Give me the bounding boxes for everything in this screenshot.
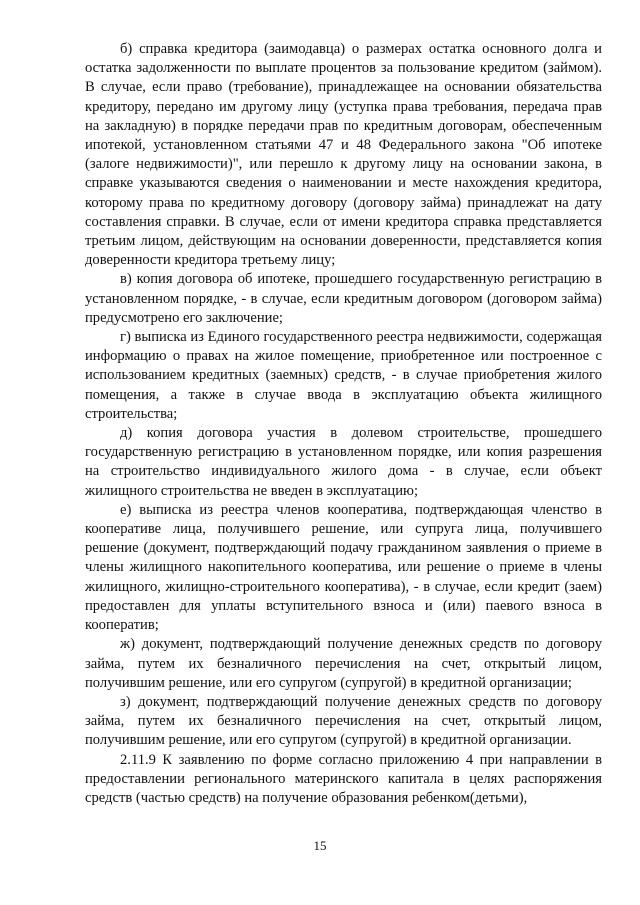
paragraph-b: б) справка кредитора (заимодавца) о размерах остатка основного долга и остатка задолженности по выплате процентов за пользование кредитом (займом). В случае, если право (требование), принадлежащее на основании обязательства кредитору, передано им другому лицу (уступка права требования, передача прав на закладную) в порядке передачи прав по кредитным договорам, обеспеченным ипотекой, установленном статьями 47 и 48 Федерального закона "Об ипотеке (залоге недвижимости)", или перешло к другому лицу на основании закона, в справке указываются сведения о наименовании и месте нахождения кредитора, которому права по кредитному договору (договору займа) принадлежат на дату составления справки. В случае, если от имени кредитора справка представляется третьим лицом, действующим на основании доверенности, представляется копия доверенности кредитора третьему лицу; <box>85 41 602 269</box>
body-text <box>85 40 602 808</box>
paragraph-zh: ж) документ, подтверждающий получение денежных средств по договору займа, путем их безналичного перечисления на счет, открытый лицом, получившим решение, или его супругом (супругой) в кредитной организации; <box>85 636 602 691</box>
paragraph-g: г) выписка из Единого государственного реестра недвижимости, содержащая информацию о правах на жилое помещение, приобретенное или построенное с использованием кредитных (заемных) средств, - в случае приобретения жилого помещения, а также в случае ввода в эксплуатацию объекта жилищного строительства; <box>85 329 602 422</box>
paragraph-2-11-9: 2.11.9 К заявлению по форме согласно приложению 4 при направлении в предоставлении регионального материнского капитала в целях распоряжения средств (частью средств) на получение образования ребенком(детьми), <box>85 751 602 806</box>
paragraph-e: е) выписка из реестра членов кооператива, подтверждающая членство в кооперативе лица, получившего решение, или супруга лица, получившего решение (документ, подтверждающий подачу гражданином заявления о приеме в члены жилищного накопительного кооператива, или решение о приеме в члены жилищного, жилищно-строительного кооператива), - в случае, если кредит (заем) предоставлен для уплаты вступительного взноса и (или) паевого взноса в кооператив; <box>85 501 602 634</box>
page-number: 15 <box>313 838 327 853</box>
paragraph-z: з) документ, подтверждающий получение денежных средств по договору займа, путем их безналичного перечисления на счет, открытый лицом, получившим решение, или его супругом (супругой) в кредитной организации. <box>85 693 602 749</box>
paragraph-v: в) копия договора об ипотеке, прошедшего государственную регистрацию в установленном порядке, - в случае, если кредитным договором (договором займа) предусмотрено его заключение; <box>85 271 602 326</box>
paragraph-d: д) копия договора участия в долевом строительстве, прошедшего государственную регистрацию в установленном порядке, или копия разрешения на строительство индивидуального жилого дома - в случае, если объект жилищного строительства не введен в эксплуатацию; <box>85 425 602 499</box>
